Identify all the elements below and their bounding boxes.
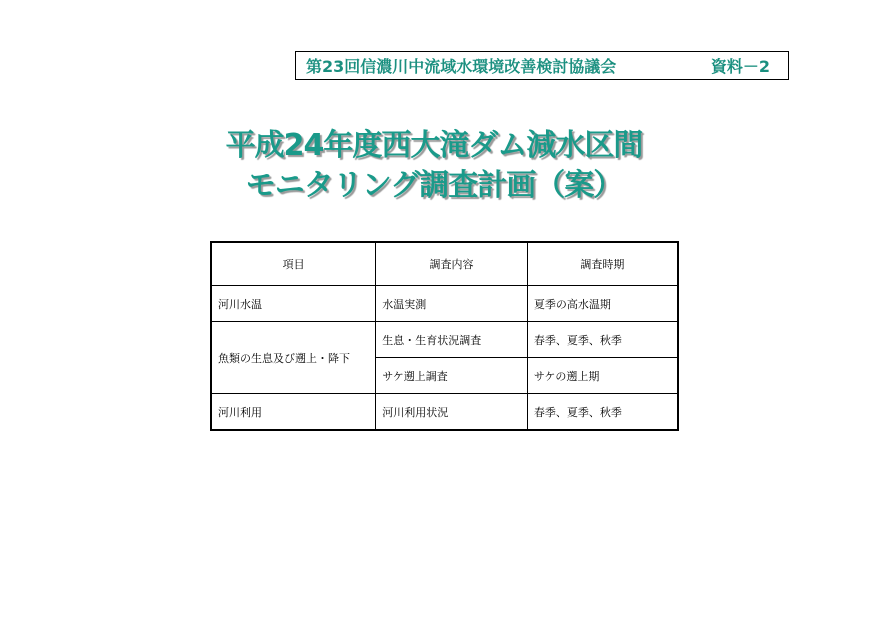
header-item: 項目: [211, 242, 376, 286]
table-row: [211, 322, 678, 358]
document-header: [295, 51, 789, 80]
title-line-2: モニタリング調査計画（案）: [245, 168, 623, 203]
cell-content: 河川利用状況: [376, 394, 528, 431]
cell-item: 河川水温: [211, 286, 376, 322]
meeting-name: 第23回信濃川中流域水環境改善検討協議会: [306, 57, 617, 76]
cell-content: 水温実測: [376, 286, 528, 322]
table-header-row: [211, 242, 678, 286]
header-content: 調査内容: [376, 242, 528, 286]
table-row: [211, 286, 678, 322]
title-line-1: 平成24年度西大滝ダム減水区間: [225, 128, 643, 163]
document-number: 資料－2: [710, 57, 770, 76]
header-period: 調査時期: [527, 242, 678, 286]
cell-item: 河川利用: [211, 394, 376, 431]
page-title: [190, 126, 678, 206]
cell-content: サケ遡上調査: [376, 358, 528, 394]
cell-period: 夏季の高水温期: [527, 286, 678, 322]
table-row: [211, 394, 678, 431]
monitoring-plan-table: [210, 241, 679, 431]
cell-content: 生息・生育状況調査: [376, 322, 528, 358]
cell-period: サケの遡上期: [527, 358, 678, 394]
cell-period: 春季、夏季、秋季: [527, 394, 678, 431]
cell-item: 魚類の生息及び遡上・降下: [211, 322, 376, 394]
cell-period: 春季、夏季、秋季: [527, 322, 678, 358]
